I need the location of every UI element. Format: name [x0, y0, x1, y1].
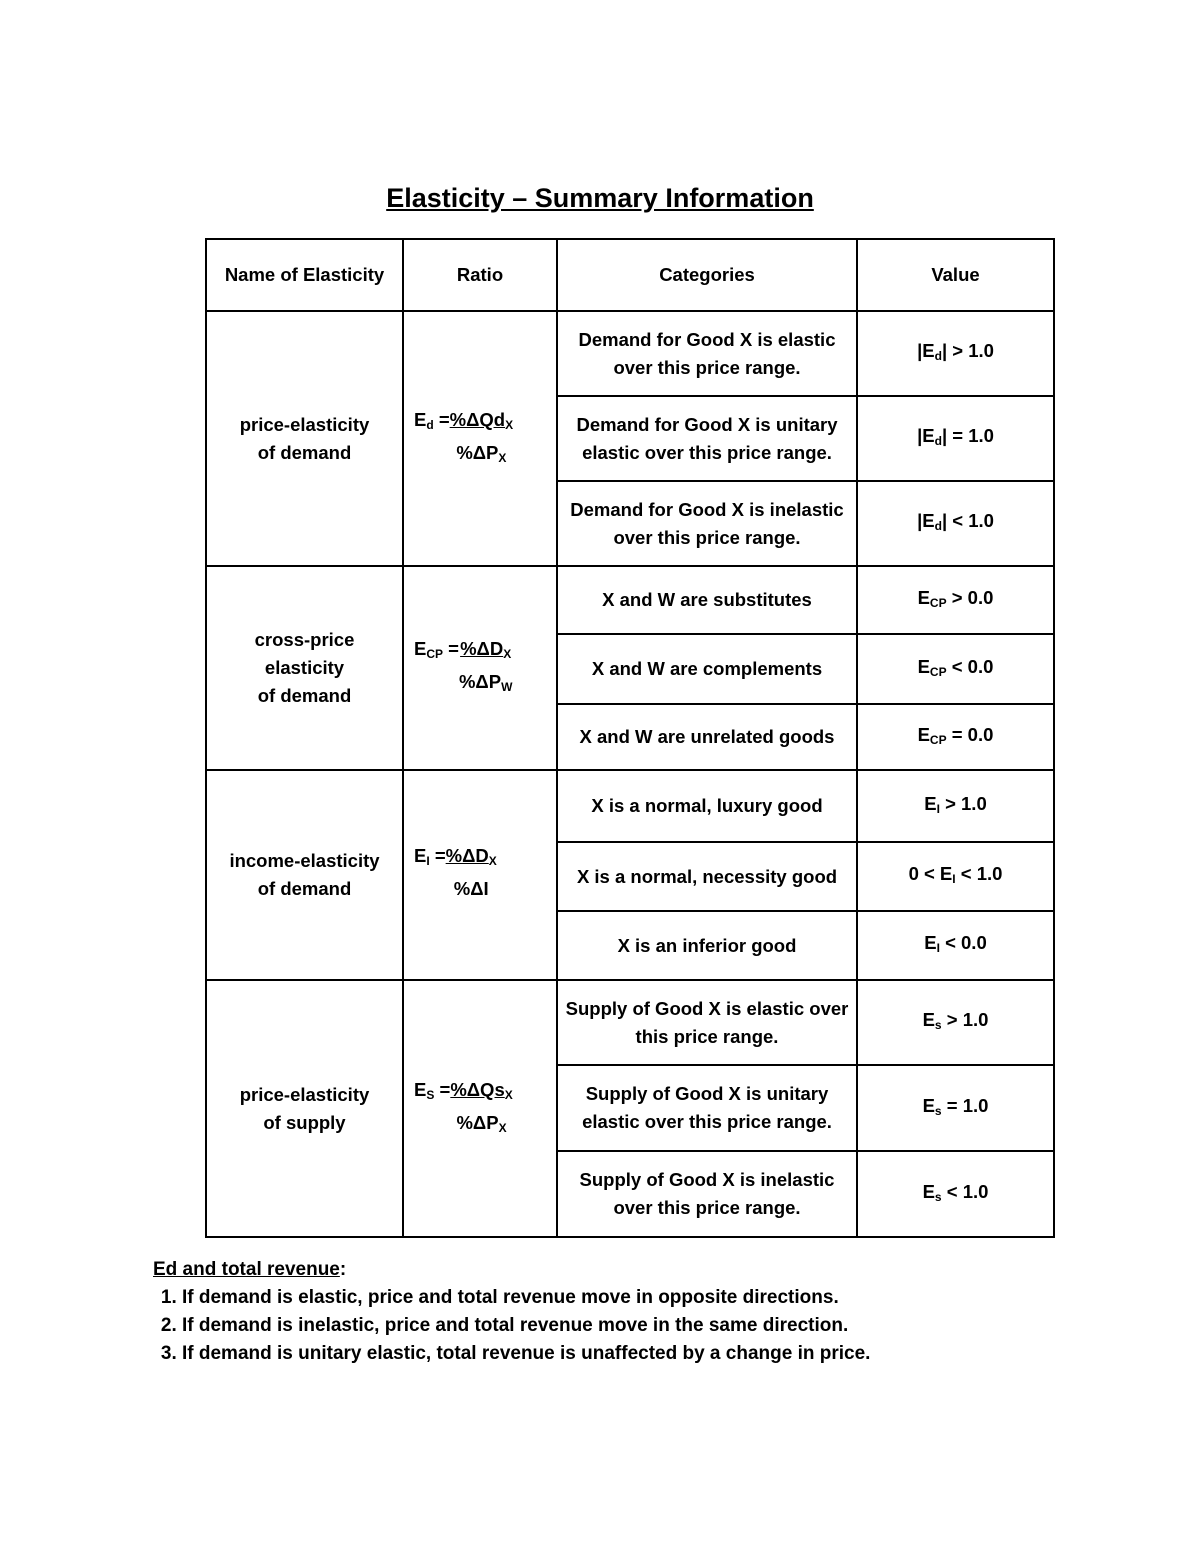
ratio-numerator-text: %ΔD: [445, 845, 489, 866]
ratio-fraction: [446, 842, 497, 908]
value-post: < 1.0: [955, 863, 1003, 884]
elasticity-name-line: elasticity: [264, 657, 345, 678]
ratio-equals: =: [434, 1078, 451, 1100]
ratio-numerator-sub: X: [488, 854, 497, 868]
ratio-wrap: [414, 1076, 513, 1142]
value-cell: [857, 566, 1054, 634]
elasticity-name-line: of demand: [257, 878, 352, 899]
value-sub: s: [934, 1103, 942, 1118]
elasticity-table: [205, 238, 1055, 1238]
notes-heading: Ed and total revenue: [153, 1259, 340, 1280]
ratio-formula: [403, 566, 557, 770]
ratio-numerator-sub: X: [504, 1087, 513, 1102]
ratio-numerator-text: %ΔD: [460, 638, 504, 659]
value-pre: |E: [917, 340, 935, 361]
value-cell: [857, 311, 1054, 396]
value-post: < 0.0: [946, 655, 994, 677]
table-row: [206, 980, 1054, 1065]
ratio-denominator-sub: X: [498, 450, 507, 465]
ratio-denominator: [459, 668, 512, 701]
header-value: Value: [857, 239, 1054, 311]
ratio-formula: [403, 311, 557, 566]
value-post: | > 1.0: [941, 340, 994, 361]
value-pre: E: [922, 1094, 935, 1116]
notes-heading-suffix: :: [339, 1259, 347, 1280]
ratio-denominator-text: %ΔI: [453, 878, 489, 899]
ratio-symbol-sub: CP: [426, 647, 444, 661]
value-cell: [857, 704, 1054, 770]
ratio-denominator-text: %ΔP: [456, 441, 499, 463]
value-pre: |E: [917, 425, 935, 446]
elasticity-name-line: price-elasticity: [239, 1083, 370, 1105]
table-row: [206, 566, 1054, 634]
ratio-numerator: [446, 842, 497, 875]
value-post: < 0.0: [939, 932, 987, 953]
value-sub: I: [936, 801, 940, 816]
ratio-wrap: [414, 635, 512, 701]
notes-list: [153, 1284, 870, 1368]
ratio-lhs: [414, 1076, 450, 1109]
ratio-denominator-sub: X: [498, 1120, 507, 1135]
notes-item: 1. If demand is elastic, price and total revenue move in opposite directions.: [182, 1284, 870, 1312]
value-post: | = 1.0: [941, 425, 994, 446]
ratio-wrap: [414, 406, 513, 472]
value-sub: s: [934, 1018, 942, 1032]
ratio-lhs: [414, 842, 446, 875]
value-post: = 0.0: [946, 723, 994, 745]
ratio-denominator-text: %ΔP: [456, 1111, 499, 1133]
elasticity-name: [206, 980, 403, 1237]
value-sub: d: [934, 349, 942, 363]
notes-section: [153, 1256, 870, 1368]
category-cell: Supply of Good X is inelastic over this price range.: [557, 1151, 857, 1237]
notes-heading-line: [153, 1256, 870, 1284]
ratio-symbol: E: [414, 408, 427, 430]
value-post: > 1.0: [939, 792, 987, 814]
value-post: > 0.0: [946, 586, 994, 608]
ratio-symbol: E: [414, 1078, 427, 1100]
ratio-numerator-sub: X: [503, 647, 512, 661]
ratio-lhs: [414, 635, 459, 668]
value-sub: CP: [929, 595, 947, 610]
value-pre: 0 < E: [908, 863, 953, 884]
ratio-symbol-sub: S: [426, 1087, 435, 1102]
header-ratio: Ratio: [403, 239, 557, 311]
ratio-symbol: E: [414, 845, 427, 866]
value-sub: CP: [929, 732, 947, 747]
value-sub: d: [934, 434, 942, 448]
elasticity-name: [206, 566, 403, 770]
category-cell: Demand for Good X is elastic over this price range.: [557, 311, 857, 396]
category-cell: Supply of Good X is elastic over this price range.: [557, 980, 857, 1065]
value-sub: d: [934, 519, 942, 533]
value-cell: [857, 481, 1054, 566]
table-body: [206, 311, 1054, 1237]
ratio-lhs: [414, 406, 450, 439]
ratio-equals: =: [433, 408, 450, 430]
value-post: = 1.0: [941, 1094, 989, 1116]
elasticity-name-line: cross-price: [254, 629, 355, 650]
category-cell: Supply of Good X is unitary elastic over this price range.: [557, 1065, 857, 1151]
elasticity-name-line: of supply: [263, 1111, 346, 1133]
value-pre: E: [917, 655, 930, 677]
category-cell: X and W are substitutes: [557, 566, 857, 634]
value-pre: |E: [917, 510, 935, 531]
notes-item: 3. If demand is unitary elastic, total revenue is unaffected by a change in price.: [182, 1340, 870, 1368]
value-pre: E: [922, 1180, 935, 1202]
elasticity-name-line: income-elasticity: [229, 850, 380, 871]
ratio-wrap: [414, 842, 497, 908]
value-post: < 1.0: [941, 1180, 989, 1202]
category-cell: X and W are unrelated goods: [557, 704, 857, 770]
value-sub: I: [936, 941, 940, 955]
category-cell: X is a normal, luxury good: [557, 770, 857, 842]
category-cell: X is an inferior good: [557, 911, 857, 980]
ratio-numerator: [450, 1076, 512, 1109]
ratio-formula: [403, 770, 557, 980]
elasticity-name-line: price-elasticity: [239, 413, 370, 435]
value-pre: E: [917, 586, 930, 608]
value-cell: [857, 396, 1054, 481]
value-sub: I: [952, 872, 956, 886]
ratio-numerator: [450, 406, 513, 439]
header-name: Name of Elasticity: [206, 239, 403, 311]
page-title: Elasticity – Summary Information: [386, 183, 814, 213]
value-sub: CP: [929, 664, 947, 679]
ratio-fraction: [459, 635, 512, 701]
header-categories: Categories: [557, 239, 857, 311]
value-cell: [857, 1151, 1054, 1237]
value-sub: s: [934, 1189, 942, 1204]
value-cell: [857, 842, 1054, 911]
ratio-fraction: [450, 406, 513, 472]
value-post: > 1.0: [941, 1009, 989, 1030]
ratio-denominator: [450, 1109, 512, 1142]
table-row: [206, 770, 1054, 842]
value-cell: [857, 1065, 1054, 1151]
elasticity-name: [206, 770, 403, 980]
ratio-equals: =: [443, 638, 459, 659]
ratio-denominator-text: %ΔP: [458, 671, 502, 692]
value-pre: E: [924, 792, 937, 814]
ratio-denominator: [446, 875, 497, 908]
value-cell: [857, 980, 1054, 1065]
ratio-equals: =: [429, 845, 446, 866]
category-cell: X and W are complements: [557, 634, 857, 704]
header-row: [206, 239, 1054, 311]
category-cell: Demand for Good X is unitary elastic over this price range.: [557, 396, 857, 481]
notes-item: 2. If demand is inelastic, price and total revenue move in the same direction.: [182, 1312, 870, 1340]
ratio-numerator-text: %ΔQd: [449, 408, 506, 430]
ratio-symbol: E: [414, 638, 427, 659]
value-pre: E: [922, 1009, 935, 1030]
value-cell: [857, 911, 1054, 980]
ratio-denominator-sub: W: [501, 680, 513, 694]
category-cell: X is a normal, necessity good: [557, 842, 857, 911]
ratio-numerator-sub: X: [505, 417, 514, 432]
elasticity-name-line: of demand: [257, 441, 352, 463]
ratio-numerator: [459, 635, 512, 668]
value-post: | < 1.0: [941, 510, 994, 531]
ratio-symbol-sub: d: [426, 417, 434, 432]
value-cell: [857, 634, 1054, 704]
category-cell: Demand for Good X is inelastic over this price range.: [557, 481, 857, 566]
ratio-numerator-text: %ΔQs: [450, 1078, 505, 1100]
ratio-denominator: [450, 439, 513, 472]
value-pre: E: [924, 932, 937, 953]
table-row: [206, 311, 1054, 396]
value-cell: [857, 770, 1054, 842]
elasticity-name: [206, 311, 403, 566]
ratio-formula: [403, 980, 557, 1237]
ratio-fraction: [450, 1076, 512, 1142]
elasticity-name-line: of demand: [257, 685, 352, 706]
value-pre: E: [917, 723, 930, 745]
ratio-symbol-sub: I: [426, 854, 430, 868]
